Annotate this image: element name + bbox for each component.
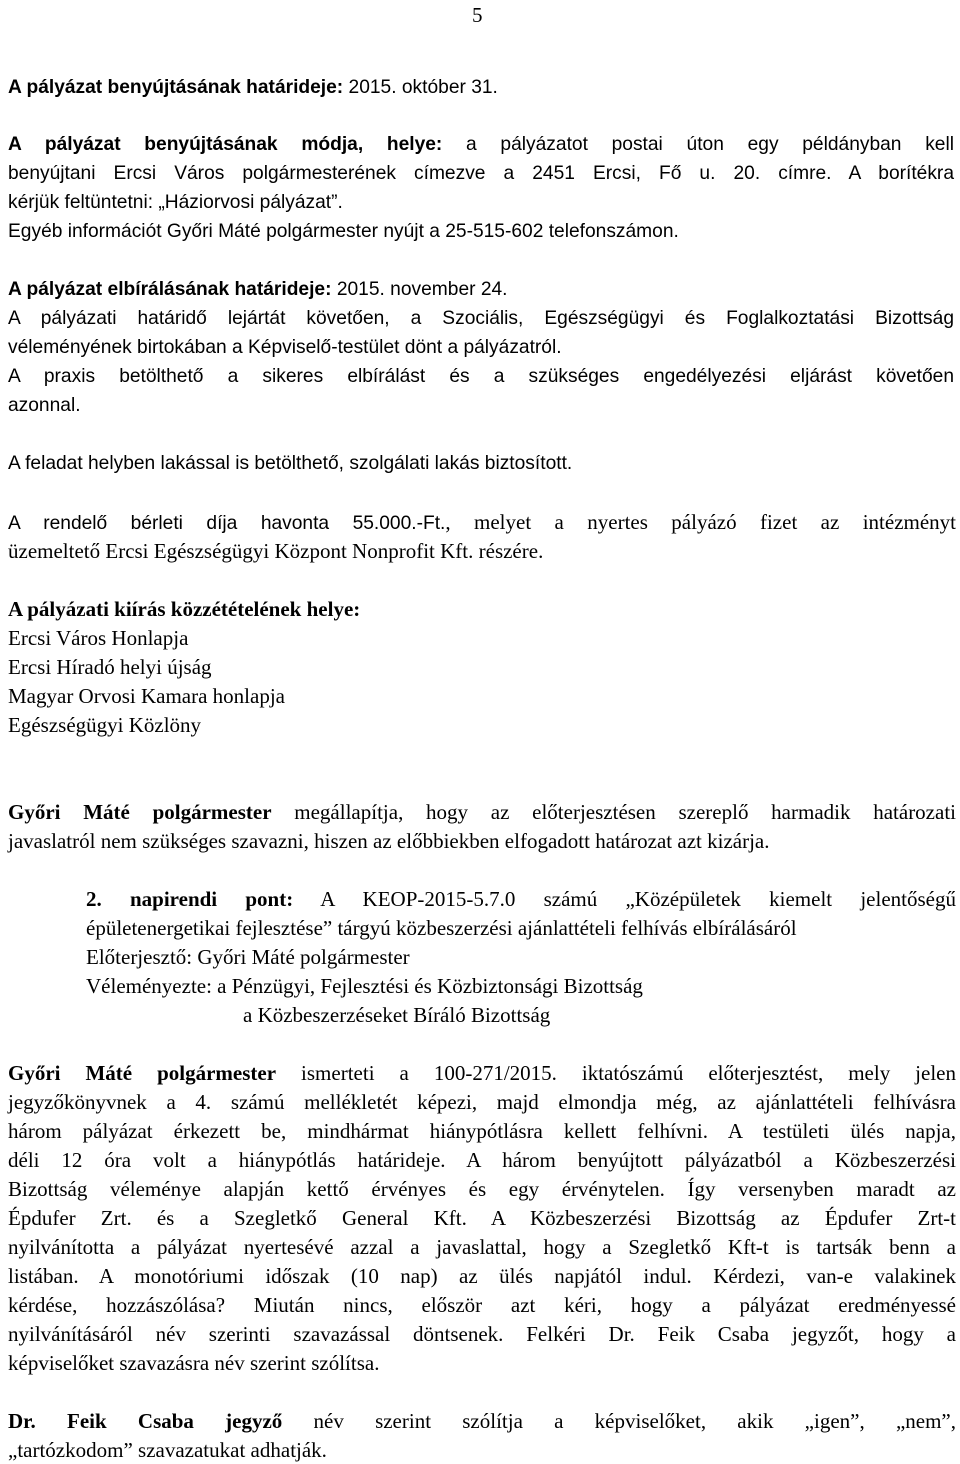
notary-name: Dr. Feik Csaba jegyző	[8, 1409, 283, 1433]
evaluation-value: 2015. november 24.	[331, 279, 508, 300]
publication-heading: A pályázati kiírás közzétételének helye:	[8, 597, 361, 621]
presentation-line: jegyzőkönyvnek a 4. számú mellékletét képezi, majd elmondja még, az ajánlattételi felhívásra	[8, 1090, 956, 1114]
presentation-line: három pályázat érkezett be, mindhármat hiánypótlásra kellett felhívni. A testületi ülés napja,	[8, 1119, 956, 1143]
agenda-presenter: Előterjesztő: Győri Máté polgármester	[86, 945, 410, 969]
presentation-line: Épdufer Zrt. és a Szegletkő General Kft. A Közbeszerzési Bizottság az Épdufer Zrt-t	[8, 1206, 956, 1230]
evaluation-line-1: A pályázati határidő lejártát követően, a Szociális, Egészségügyi és Foglalkoztatási Bizottság	[8, 308, 954, 329]
mayor-name: Győri Máté polgármester	[8, 800, 272, 824]
housing-text: A feladat helyben lakással is betölthető, szolgálati lakás biztosított.	[8, 453, 573, 474]
presentation-line: nyilvánításáról név szerinti szavazással döntsenek. Felkéri Dr. Feik Csaba jegyzőt, hogy a	[8, 1322, 956, 1346]
rent-line-2: üzemeltető Ercsi Egészségügyi Központ Nonprofit Kft. részére.	[8, 539, 544, 563]
notary-line-1: Dr. Feik Csaba jegyző név szerint szólítja a képviselőket, akik „igen”, „nem”,	[8, 1409, 956, 1433]
application-deadline	[8, 75, 956, 101]
presentation-line: Bizottság véleménye alapján kettő érvényes és egy érvénytelen. Így versenyben maradt az	[8, 1177, 956, 1201]
publication-place: Egészségügyi Közlöny	[8, 713, 202, 737]
application-deadline-value: 2015. október 31.	[343, 77, 498, 98]
agenda-item-line-1: 2. napirendi pont: A KEOP-2015-5.7.0 számú „Középületek kiemelt jelentőségű	[86, 887, 956, 911]
presentation-line: kérdése, hozzászólása? Miután nincs, először azt kéri, hogy a pályázat eredményessé	[8, 1293, 956, 1317]
agenda-item-label: 2. napirendi pont:	[86, 887, 294, 911]
notary-line-2: „tartózkodom” szavazatukat adhatják.	[8, 1438, 327, 1462]
agenda-reviewer-2: a Közbeszerzéseket Bíráló Bizottság	[243, 1003, 551, 1027]
submission-line-1: A pályázat benyújtásának módja, helye: a pályázatot postai úton egy példányban kell	[8, 134, 954, 155]
submission-line-2: benyújtani Ercsi Város polgármesterének címezve a 2451 Ercsi, Fő u. 20. címre. A borítékra	[8, 163, 954, 184]
publication-place: Ercsi Város Honlapja	[8, 626, 189, 650]
presentation-line: nyilvánította a pályázat nyertesévé azzal a javaslattal, hogy a Szegletkő Kft-t is tartsák benn a	[8, 1235, 956, 1259]
publication-place: Ercsi Híradó helyi újság	[8, 655, 212, 679]
mayor-statement-line-1: Győri Máté polgármester megállapítja, hogy az előterjesztésen szereplő harmadik határozati	[8, 800, 956, 824]
presentation-line: déli 12 óra volt a hiánypótlás határideje. A három benyújtott pályázatból a Közbeszerzési	[8, 1148, 956, 1172]
evaluation-label: A pályázat elbírálásának határideje:	[8, 279, 332, 300]
page-number: 5	[472, 3, 483, 27]
evaluation-line-2: véleményének birtokában a Képviselő-testület dönt a pályázatról.	[8, 337, 562, 358]
submission-line-3: kérjük feltüntetni: „Háziorvosi pályázat”.	[8, 192, 343, 213]
evaluation-line-3: A praxis betölthető a sikeres elbírálást és a szükséges engedélyezési eljárást követően	[8, 366, 954, 387]
presenter-name: Győri Máté polgármester	[8, 1061, 277, 1085]
application-deadline-label: A pályázat benyújtásának határideje:	[8, 77, 344, 98]
presentation-line: listában. A monotóriumi időszak (10 nap) az ülés napjától indul. Kérdezi, van-e valakinek	[8, 1264, 956, 1288]
evaluation-line-4: azonnal.	[8, 395, 81, 416]
submission-label: A pályázat benyújtásának módja, helye:	[8, 134, 443, 155]
agenda-reviewer: Véleményezte: a Pénzügyi, Fejlesztési és Közbiztonsági Bizottság	[86, 974, 643, 998]
presentation-line: képviselőket szavazásra név szerint szólítsa.	[8, 1351, 380, 1375]
rent-line-1: A rendelő bérleti díja havonta 55.000.-Ft., melyet a nyertes pályázó fizet az intézményt	[8, 510, 957, 534]
agenda-item-line-2: épületenergetikai fejlesztése” tárgyú közbeszerzési ajánlattételi felhívás elbírálásáról	[86, 916, 797, 940]
mayor-statement-line-2: javaslatról nem szükséges szavazni, hiszen az előbbiekben elfogadott határozat azt kizárja.	[8, 829, 770, 853]
publication-place: Magyar Orvosi Kamara honlapja	[8, 684, 285, 708]
submission-line-4: Egyéb információt Győri Máté polgármester nyújt a 25-515-602 telefonszámon.	[8, 221, 679, 242]
presentation-line: Győri Máté polgármester ismerteti a 100-271/2015. iktatószámú előterjesztést, mely jelen	[8, 1061, 956, 1085]
evaluation-deadline	[8, 277, 956, 303]
